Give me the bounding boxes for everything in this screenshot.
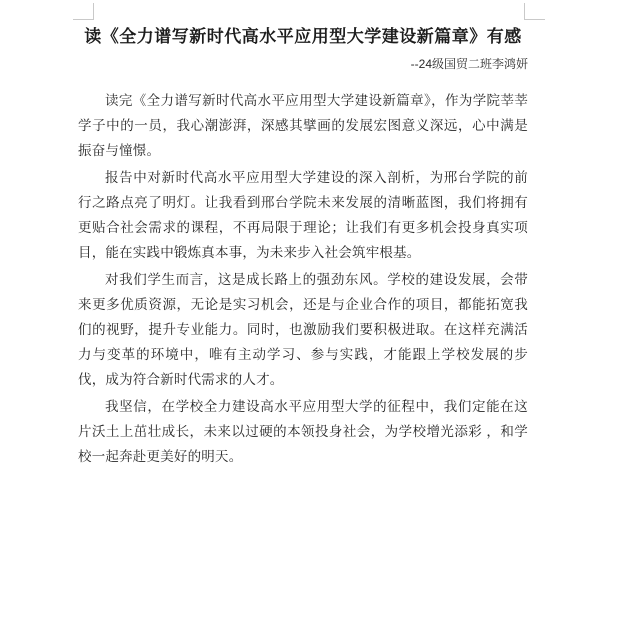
paragraph-1: 读完《全力谱写新时代高水平应用型大学建设新篇章》，作为学院莘莘学子中的一员，我心潮澎湃，深感其擘画的发展宏图意义深远，心中满是振奋与憧憬。: [78, 93, 528, 158]
margin-crop-mark-top-right: [524, 3, 545, 20]
margin-crop-mark-top-left: [73, 3, 94, 20]
paragraph-4: 我坚信，在学校全力建设高水平应用型大学的征程中，我们定能在这片沃土上茁壮成长，未来以过硬的本领投身社会，为学校增光添彩 ，和学校一起奔赴更美好的明天。: [78, 399, 528, 464]
document-title: 读《全力谱写新时代高水平应用型大学建设新篇章》有感: [84, 27, 522, 46]
document-body: [78, 88, 528, 469]
author-byline: --24级国贸二班李鸿妍: [410, 57, 528, 71]
paragraph-2: 报告中对新时代高水平应用型大学建设的深入剖析，为邢台学院的前行之路点亮了明灯。让我看到邢台学院未来发展的清晰蓝图，我们将拥有更贴合社会需求的课程，不再局限于理论；让我们有更多机会投身真实项目，能在实践中锻炼真本事，为未来步入社会筑牢根基。: [78, 170, 528, 260]
paragraph-3: 对我们学生而言，这是成长路上的强劲东风。学校的建设发展，会带来更多优质资源，无论是实习机会，还是与企业合作的项目，都能拓宽我们的视野，提升专业能力。同时，也激励我们要积极进取。在这样充满活力与变革的环境中，唯有主动学习、参与实践，才能跟上学校发展的步伐，成为符合新时代需求的人才。: [78, 272, 528, 387]
text-column: [78, 26, 528, 471]
